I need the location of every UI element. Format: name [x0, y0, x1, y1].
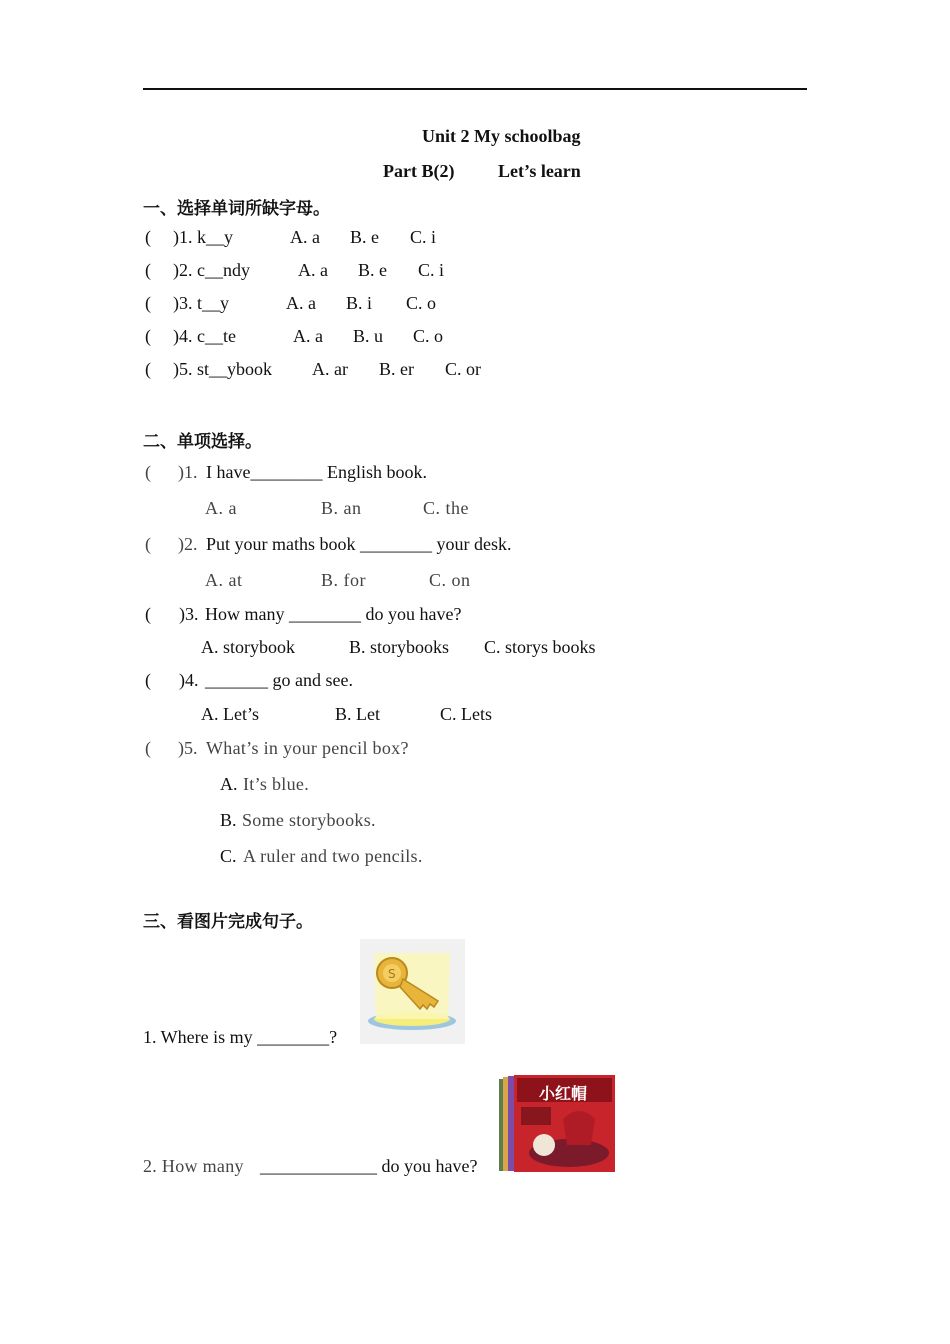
question-text: )2. c__ndy [173, 260, 250, 280]
option-a: A. a [205, 498, 237, 518]
question-text: Put your maths book ________ your desk. [206, 534, 512, 554]
question-text: I have________ English book. [206, 462, 427, 482]
question-text: )1. k__y [173, 227, 233, 247]
question-text: What’s in your pencil box? [206, 738, 409, 758]
subtitle-lesson: Let’s learn [498, 161, 581, 181]
option-b: B. e [358, 260, 387, 280]
question-text: _______ go and see. [205, 670, 353, 690]
option-b: B. for [321, 570, 366, 590]
option-b: B. er [379, 359, 414, 379]
option-c: C. o [413, 326, 444, 346]
option-c: C. i [418, 260, 445, 280]
option-b-text: Some storybooks. [242, 810, 376, 830]
question-text: )4. c__te [173, 326, 236, 346]
question-text: )3. t__y [173, 293, 229, 313]
option-b: B. an [321, 498, 362, 518]
question-number: )5. [178, 738, 198, 758]
option-a: A. Let’s [201, 704, 259, 724]
sentence-2-lead: 2. How many [143, 1156, 244, 1176]
answer-paren[interactable]: ( [145, 326, 151, 346]
book-title: 小红帽 [539, 1084, 588, 1103]
question-number: )2. [178, 534, 198, 554]
question-text: How many ________ do you have? [205, 604, 462, 624]
answer-paren[interactable]: ( [145, 462, 151, 482]
option-a-text: It’s blue. [243, 774, 309, 794]
answer-paren[interactable]: ( [145, 534, 151, 554]
option-b: B. Let [335, 704, 380, 724]
option-c: C. Lets [440, 704, 492, 724]
option-b: B. i [346, 293, 373, 313]
option-a: A. a [286, 293, 316, 313]
option-a: A. a [290, 227, 320, 247]
sentence-2-rest: _____________ do you have? [260, 1156, 478, 1176]
page-title: Unit 2 My schoolbag [422, 126, 581, 146]
question-number: )1. [178, 462, 198, 482]
answer-paren[interactable]: ( [145, 359, 151, 379]
option-a: A. at [205, 570, 243, 590]
option-b: B. storybooks [349, 637, 450, 657]
answer-paren[interactable]: ( [145, 227, 151, 247]
option-c: C. o [406, 293, 437, 313]
option-b-letter: B. [220, 810, 237, 830]
answer-paren[interactable]: ( [145, 293, 151, 313]
option-a: A. a [293, 326, 323, 346]
storybook-picture [499, 1075, 615, 1173]
option-c: C. or [445, 359, 481, 379]
option-a: A. a [298, 260, 328, 280]
subtitle-part: Part B(2) [383, 161, 455, 181]
key-icon [360, 939, 465, 1044]
answer-paren[interactable]: ( [145, 738, 151, 758]
option-c: C. the [423, 498, 469, 518]
section-1-heading: 一、选择单词所缺字母。 [143, 199, 330, 219]
option-a: A. storybook [201, 637, 295, 657]
section-3-heading: 三、看图片完成句子。 [143, 912, 313, 932]
question-text: )5. st__ybook [173, 359, 272, 379]
section-2-heading: 二、单项选择。 [143, 432, 262, 452]
answer-paren[interactable]: ( [145, 604, 151, 624]
option-c: C. storys books [484, 637, 596, 657]
answer-paren[interactable]: ( [145, 670, 151, 690]
option-b: B. u [353, 326, 384, 346]
question-number: )4. [179, 670, 199, 690]
option-c-text: A ruler and two pencils. [243, 846, 423, 866]
key-picture [360, 939, 465, 1044]
option-c: C. i [410, 227, 437, 247]
option-b: B. e [350, 227, 379, 247]
option-a-letter: A. [220, 774, 238, 794]
svg-text:S: S [388, 967, 396, 981]
option-a: A. ar [312, 359, 348, 379]
question-number: )3. [179, 604, 199, 624]
sentence-1: 1. Where is my ________? [143, 1027, 338, 1047]
option-c: C. on [429, 570, 471, 590]
answer-paren[interactable]: ( [145, 260, 151, 280]
header-rule [143, 88, 807, 90]
option-c-letter: C. [220, 846, 237, 866]
